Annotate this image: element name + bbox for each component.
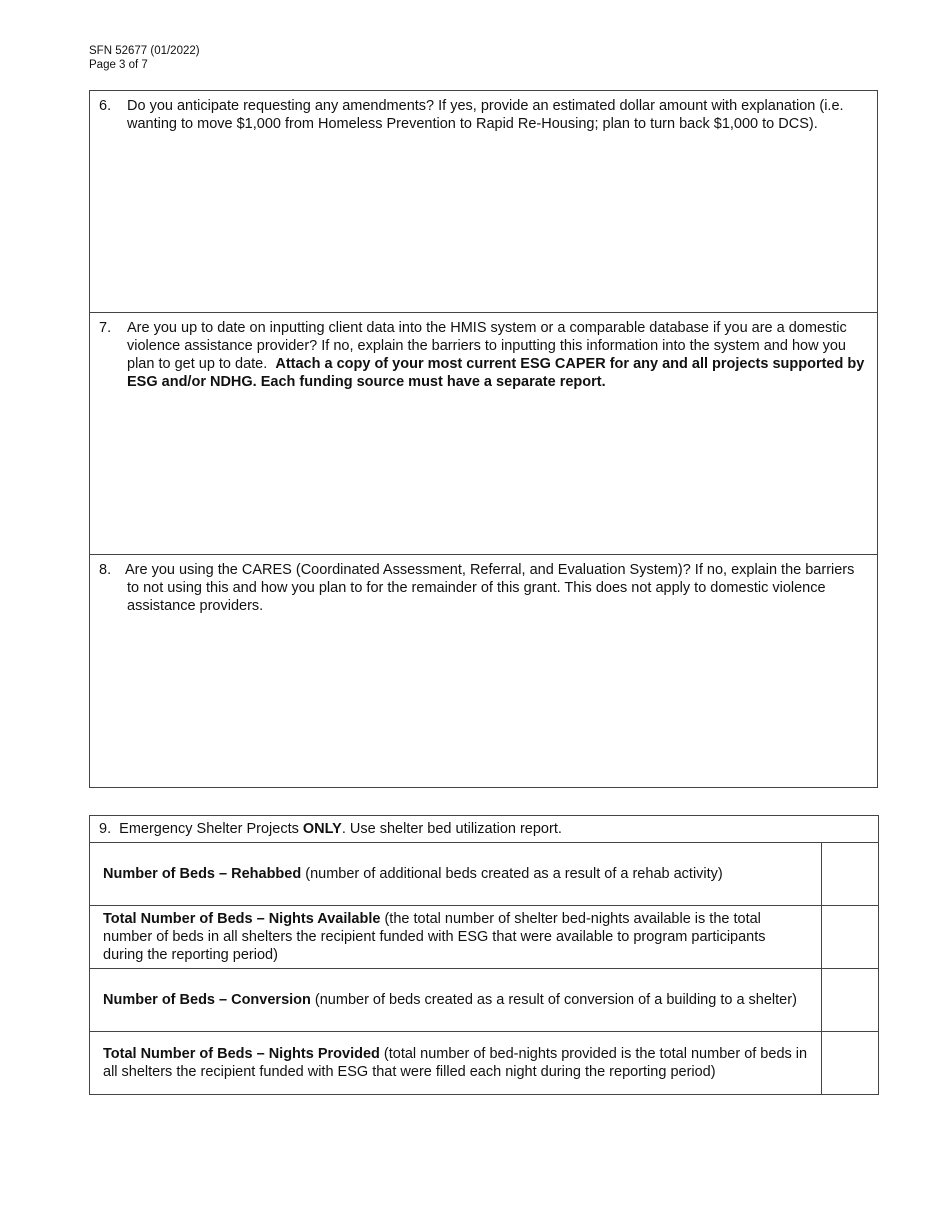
row-label: Total Number of Beds – Nights Provided <box>103 1046 380 1062</box>
form-header <box>89 44 200 72</box>
row-description: (number of beds created as a result of conversion of a building to a shelter) <box>314 992 797 1008</box>
shelter-beds-table <box>89 815 879 1095</box>
heading-text: Emergency Shelter Projects <box>119 821 299 837</box>
heading-text-end: . Use shelter bed utilization report. <box>341 821 562 837</box>
row-description: (the total number of shelter bed-nights available is the total number of beds in all shelters the recipient funded with ESG that were available to program participants during the reporting period) <box>103 911 766 963</box>
question-6-box[interactable] <box>89 90 878 313</box>
row-label-cell <box>90 1032 822 1095</box>
question-prompt: Do you anticipate requesting any amendments? If yes, provide an estimated dollar amount with explanation (i.e. wanting to move $1,000 from Homeless Prevention to Rapid Re-Housing; plan to turn back $1,000 to DCS). <box>127 98 844 132</box>
row-label-cell <box>90 906 822 969</box>
table-row <box>90 969 879 1032</box>
table-row <box>90 843 879 906</box>
question-8-box[interactable] <box>89 554 878 788</box>
nights-available-field[interactable] <box>822 906 879 969</box>
nights-provided-field[interactable] <box>822 1032 879 1095</box>
beds-rehabbed-field[interactable] <box>822 843 879 906</box>
question-number: 6. <box>99 98 112 114</box>
question-7-text <box>99 319 869 391</box>
question-prompt: Are you using the CARES (Coordinated Assessment, Referral, and Evaluation System)? If no, explain the barriers to not using this and how you plan to for the remainder of this grant. This does not apply to domestic violence assistance providers. <box>125 562 855 614</box>
table-row <box>90 906 879 969</box>
question-prompt: Are you up to date on inputting client data into the HMIS system or a comparable database if you are a domestic violence assistance provider? If no, explain the barriers to inputting this information into the system and how you plan to get up to date. <box>127 320 847 372</box>
question-number: 7. <box>99 320 112 336</box>
table-row <box>90 1032 879 1095</box>
question-number: 9. <box>99 821 112 837</box>
form-number: SFN 52677 (01/2022) <box>89 45 200 57</box>
page-indicator: Page 3 of 7 <box>89 59 148 71</box>
question-prompt-wrap <box>127 319 869 391</box>
shelter-heading <box>90 816 879 843</box>
question-8-text <box>99 561 869 615</box>
question-6-text <box>99 97 869 133</box>
row-label: Number of Beds – Rehabbed <box>103 866 302 882</box>
row-label-cell <box>90 969 822 1032</box>
question-7-box[interactable] <box>89 312 878 555</box>
row-label: Number of Beds – Conversion <box>103 992 311 1008</box>
beds-conversion-field[interactable] <box>822 969 879 1032</box>
row-label: Total Number of Beds – Nights Available <box>103 911 381 927</box>
row-label-cell <box>90 843 822 906</box>
shelter-table-header <box>90 816 879 843</box>
question-number: 8. <box>99 562 112 578</box>
question-instruction: Attach a copy of your most current ESG CAPER for any and all projects supported by ESG and/or NDHG. Each funding source must have a separate report. <box>127 356 865 390</box>
heading-emphasis: ONLY <box>302 821 342 837</box>
row-description: (number of additional beds created as a result of a rehab activity) <box>305 866 723 882</box>
row-description: (total number of bed-nights provided is the total number of beds in all shelters the recipient funded with ESG that were filled each night during the reporting period) <box>103 1046 808 1080</box>
